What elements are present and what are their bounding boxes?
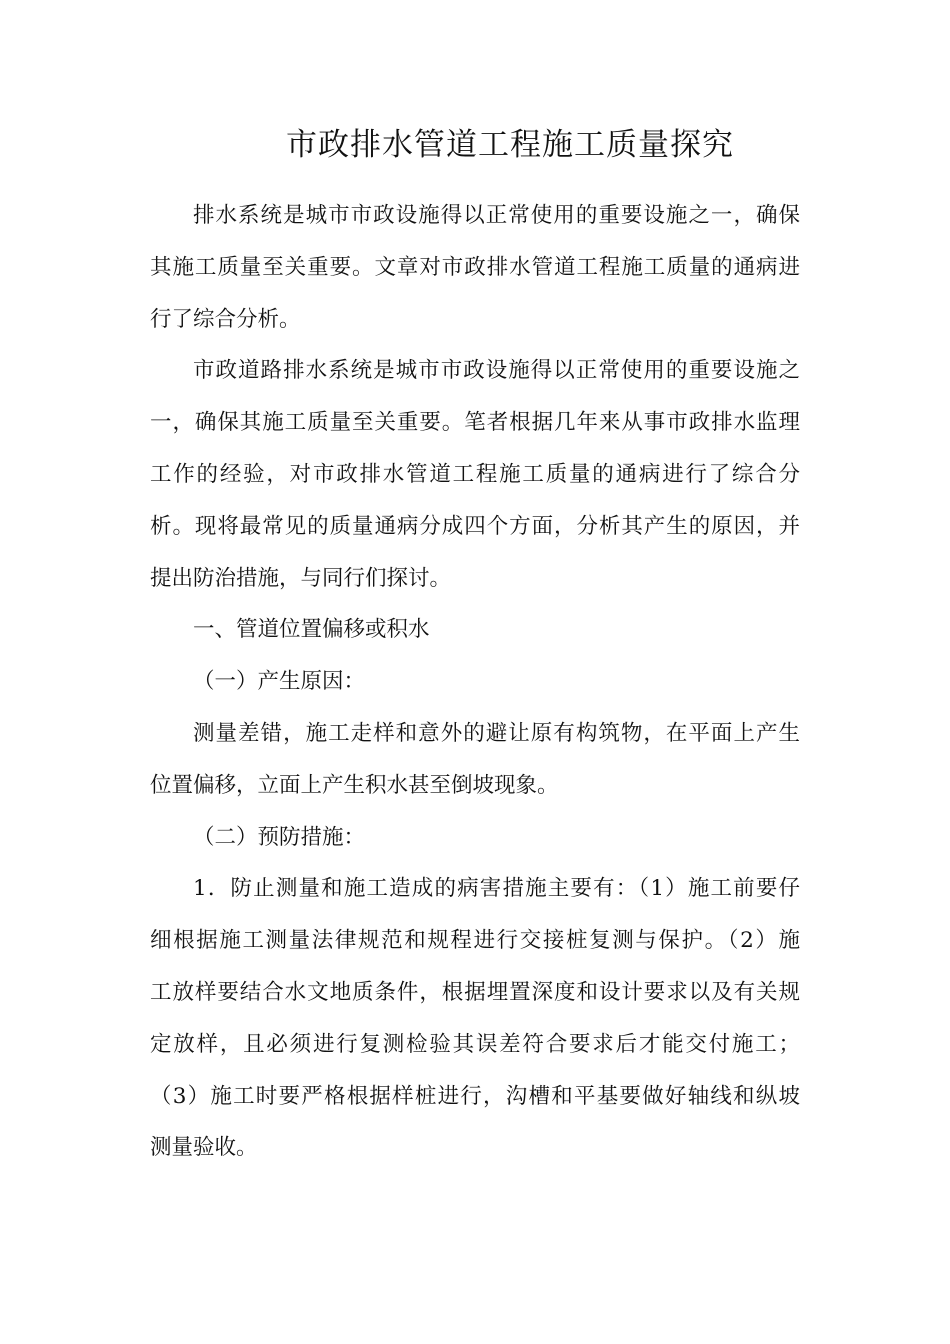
paragraph-line: 其施工质量至关重要。文章对市政排水管道工程施工质量的通病进 bbox=[150, 254, 800, 280]
sub-heading-measures: （二）预防措施： bbox=[193, 824, 366, 850]
document-body bbox=[150, 190, 800, 1174]
paragraph-background bbox=[150, 345, 800, 604]
paragraph-intro bbox=[150, 190, 800, 345]
paragraph-line: 市政道路排水系统是城市市政设施得以正常使用的重要设施之 bbox=[193, 358, 800, 384]
document-title: 市政排水管道工程施工质量探究 bbox=[286, 127, 734, 163]
section-heading: 一、管道位置偏移或积水 bbox=[193, 617, 430, 643]
paragraph-line: 行了综合分析。 bbox=[150, 306, 301, 332]
paragraph-line: 测量验收。 bbox=[150, 1135, 258, 1161]
paragraph-line: 工放样要结合水文地质条件，根据埋置深度和设计要求以及有关规 bbox=[150, 979, 800, 1005]
sub-heading-causes: （一）产生原因： bbox=[193, 669, 366, 695]
paragraph-measures bbox=[150, 863, 800, 1174]
paragraph-line: 定放样，且必须进行复测检验其误差符合要求后才能交付施工； bbox=[150, 1031, 800, 1057]
paragraph-line: 1．防止测量和施工造成的病害措施主要有：（1）施工前要仔 bbox=[193, 876, 800, 902]
paragraph-line: 析。现将最常见的质量通病分成四个方面，分析其产生的原因，并 bbox=[150, 513, 800, 539]
paragraph-line: 位置偏移，立面上产生积水甚至倒坡现象。 bbox=[150, 772, 559, 798]
paragraph-line: 一，确保其施工质量至关重要。笔者根据几年来从事市政排水监理 bbox=[150, 410, 800, 436]
paragraph-line: 工作的经验，对市政排水管道工程施工质量的通病进行了综合分 bbox=[150, 461, 800, 487]
paragraph-line: 细根据施工测量法律规范和规程进行交接桩复测与保护。（2）施 bbox=[150, 928, 800, 954]
paragraph-line: 提出防治措施，与同行们探讨。 bbox=[150, 565, 452, 591]
paragraph-causes bbox=[150, 708, 800, 812]
paragraph-line: 测量差错，施工走样和意外的避让原有构筑物，在平面上产生 bbox=[193, 720, 800, 746]
paragraph-line: （3）施工时要严格根据样桩进行，沟槽和平基要做好轴线和纵坡 bbox=[150, 1083, 800, 1109]
paragraph-line: 排水系统是城市市政设施得以正常使用的重要设施之一，确保 bbox=[193, 203, 800, 228]
